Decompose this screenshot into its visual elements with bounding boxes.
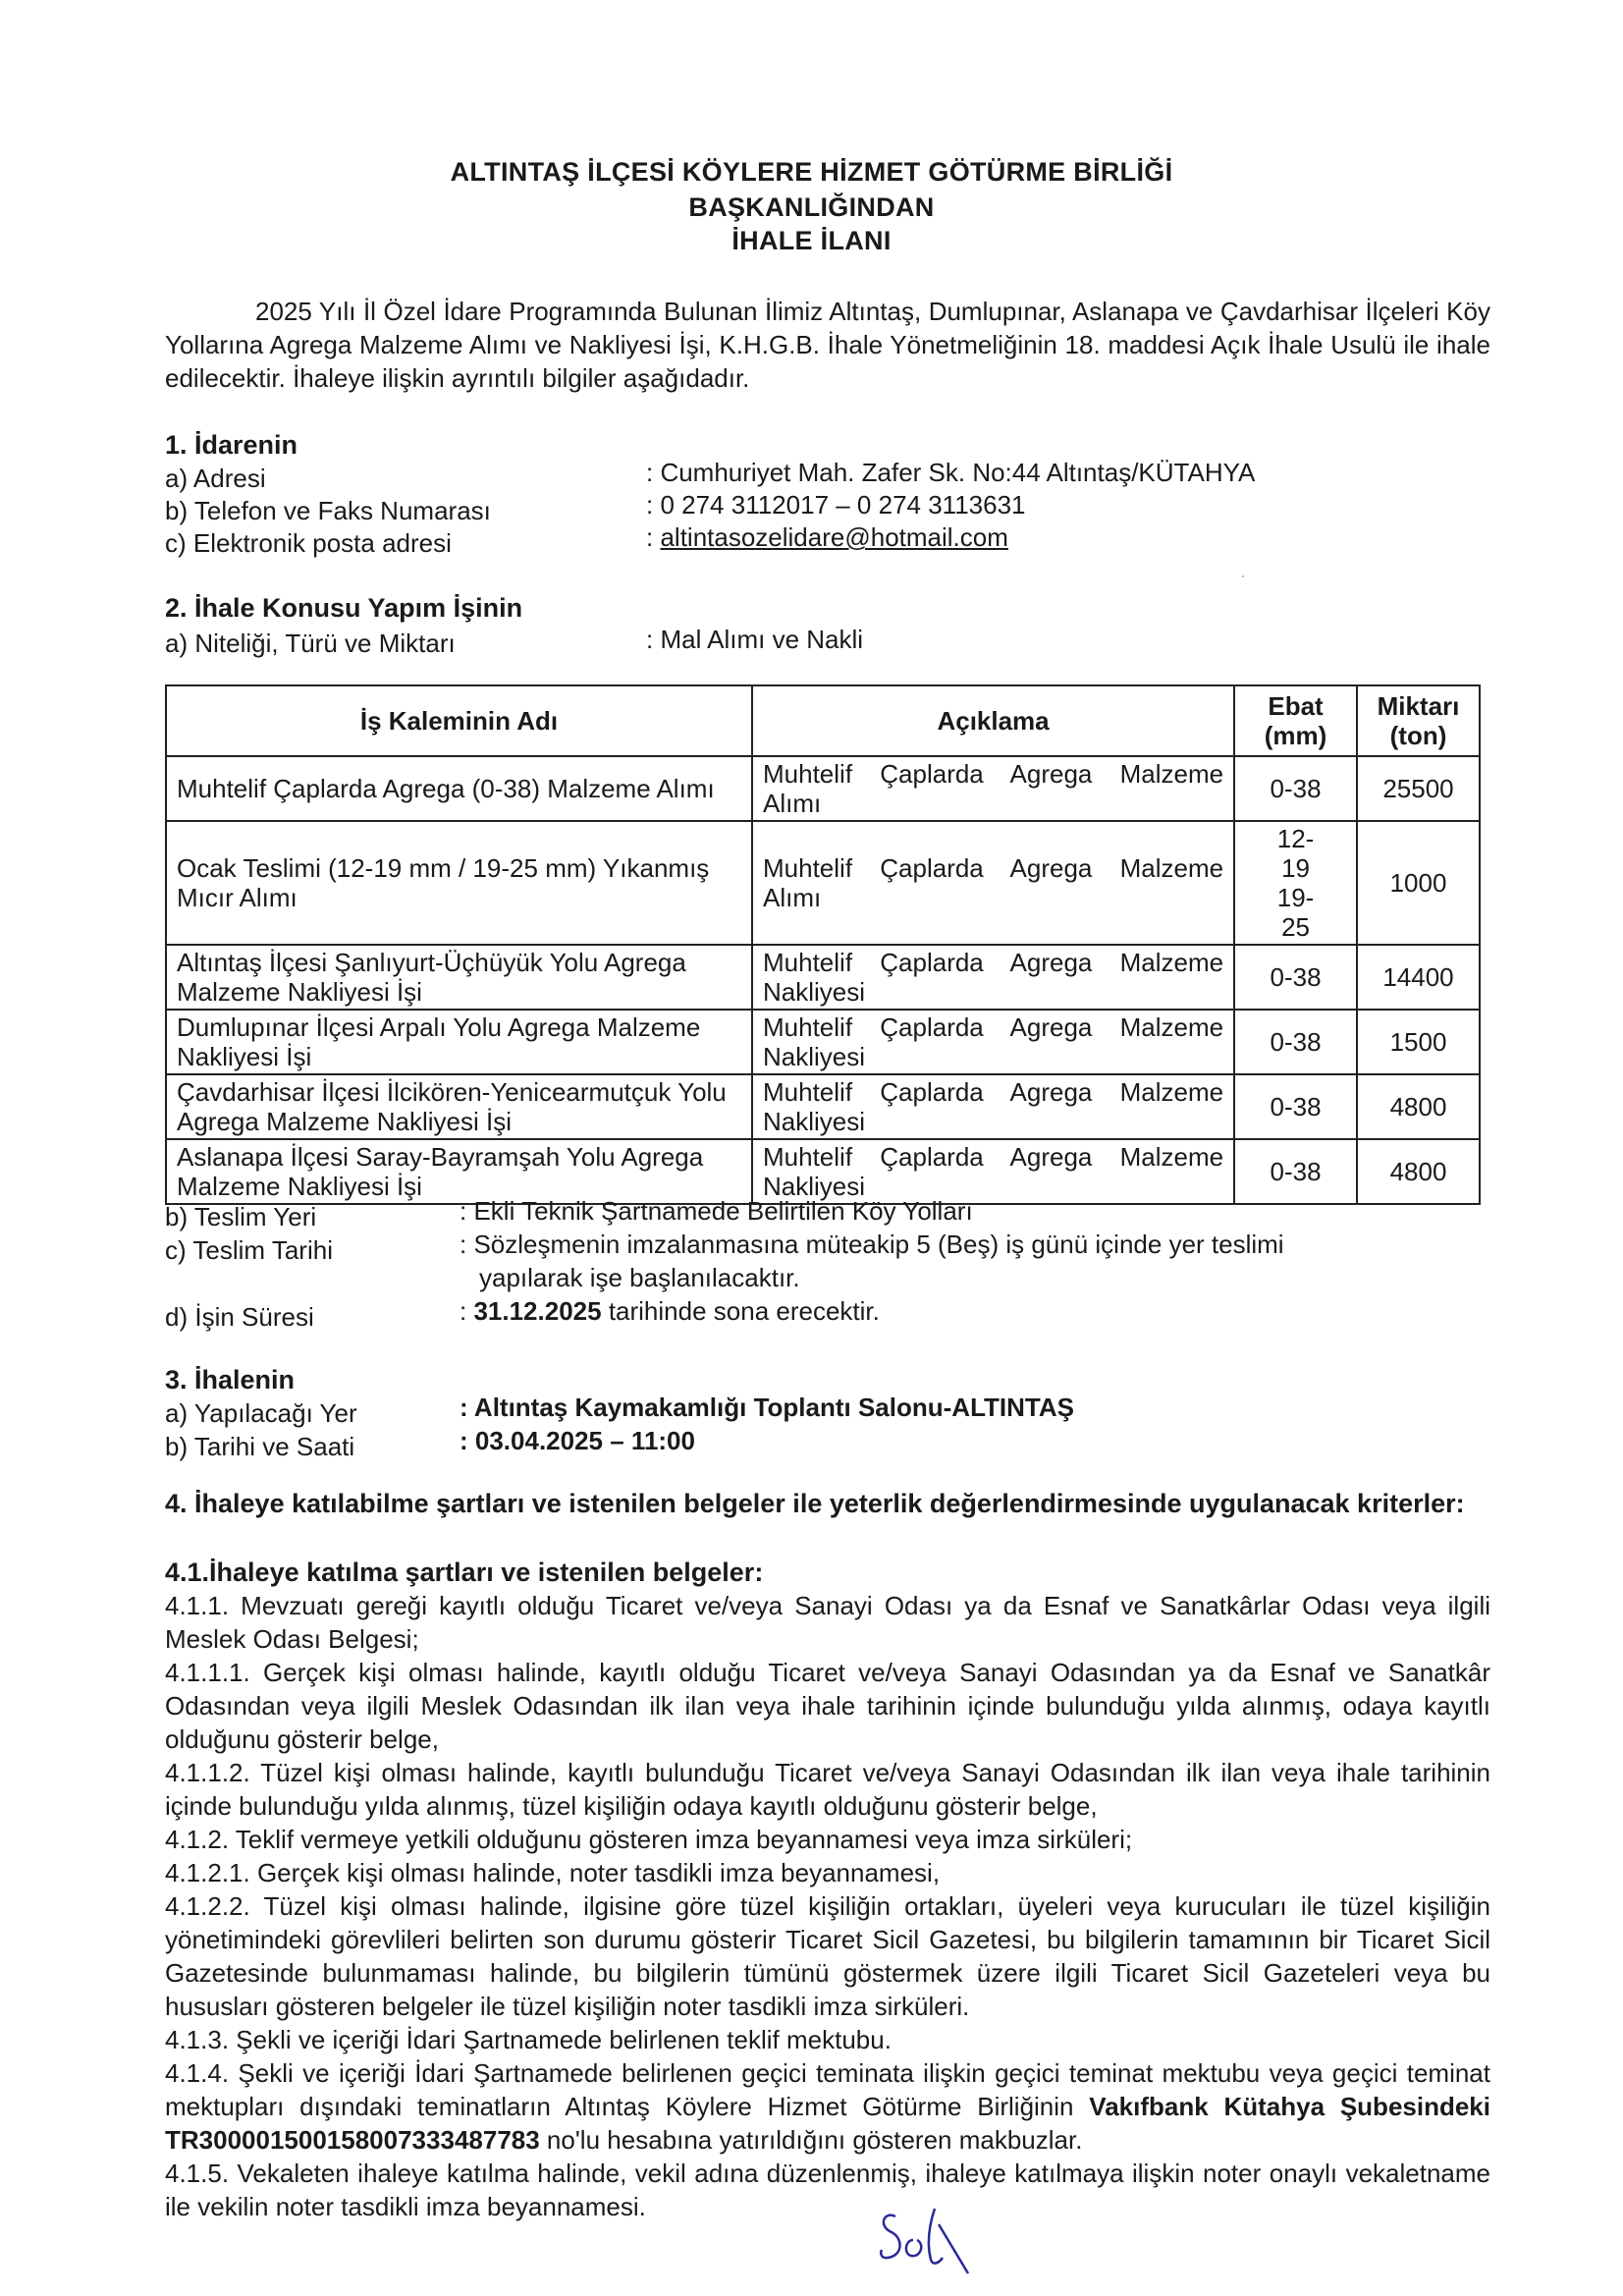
item-name: Muhtelif Çaplarda Agrega (0-38) Malzeme Alımı: [166, 756, 752, 821]
delivery-date-value: : Sözleşmenin imzalanmasına müteakip 5 (Beş) iş günü içinde yer teslimi: [460, 1230, 1284, 1259]
header-description: Açıklama: [752, 685, 1234, 756]
bank-account: Vakıfbank Kütahya Şubesindeki TR300001500158007333487783: [165, 2092, 1490, 2155]
section-2-title: 2. İhale Konusu Yapım İşinin: [165, 593, 523, 623]
section-4-1-title: 4.1.İhaleye katılma şartları ve istenilen belgeler:: [165, 1558, 764, 1587]
tender-place-label: a) Yapılacağı Yer: [165, 1398, 357, 1428]
email-prefix: :: [646, 522, 661, 552]
delivery-date-value-cont: yapılarak işe başlanılacaktır.: [479, 1263, 800, 1292]
delivery-place-value: : Ekli Teknik Şartnamede Belirtilen Köy Yolları: [460, 1196, 973, 1226]
duration-prefix: :: [460, 1296, 474, 1326]
header-size: Ebat (mm): [1234, 685, 1357, 756]
item-name: Ocak Teslimi (12-19 mm / 19-25 mm) Yıkanmış Mıcır Alımı: [166, 821, 752, 945]
clause-4-1-2-2: 4.1.2.2. Tüzel kişi olması halinde, ilgisine göre tüzel kişiliğin ortakları, üyeleri veya kurucuları ile tüzel kişiliğin yönetimindeki görevlileri belirten son durumu gösterir Ticaret Sicil Gazetesi, bu bilgilerin tamamının bir Ticaret Sicil Gazetesinde bulunmaması halinde, bu bilgilerin tümünü göstermek üzere ilgili Ticaret Sicil Gazeteleri veya bu hususları gösteren belgeler ile tüzel kişiliğin noter tasdikli imza sirküleri.: [165, 1891, 1490, 2021]
clause-4-1-5: 4.1.5. Vekaleten ihaleye katılma halinde, vekil adına düzenlenmiş, ihaleye katılmaya ilişkin noter onaylı vekaletname ile vekilin noter tasdikli imza beyannamesi.: [165, 2159, 1490, 2221]
clause-4-1-4-end: no'lu hesabına yatırıldığını gösteren makbuzlar.: [539, 2125, 1083, 2155]
table-row: [166, 756, 1480, 821]
email-link[interactable]: altintasozelidare@hotmail.com: [660, 522, 1008, 552]
phone-value: : 0 274 3112017 – 0 274 3113631: [646, 490, 1026, 519]
table-row: [166, 1139, 1480, 1204]
phone-label: b) Telefon ve Faks Numarası: [165, 496, 491, 525]
item-description: Muhtelif Çaplarda Agrega Malzeme Nakliyesi: [752, 945, 1234, 1010]
duration-label: d) İşin Süresi: [165, 1302, 314, 1332]
signature-initials: [874, 2205, 982, 2278]
email-label: c) Elektronik posta adresi: [165, 528, 452, 558]
item-size: 12-19 19-25: [1234, 821, 1357, 945]
clause-4-1-2-1: 4.1.2.1. Gerçek kişi olması halinde, noter tasdikli imza beyannamesi,: [165, 1858, 941, 1887]
item-name: Dumlupınar İlçesi Arpalı Yolu Agrega Malzeme Nakliyesi İşi: [166, 1010, 752, 1074]
header-line-1: ALTINTAŞ İLÇESİ KÖYLERE HİZMET GÖTÜRME BİRLİĞİ: [450, 157, 1173, 187]
tender-place-value: : Altıntaş Kaymakamlığı Toplantı Salonu-ALTINTAŞ: [460, 1393, 1074, 1422]
clause-4-1-1-1: 4.1.1.1. Gerçek kişi olması halinde, kayıtlı olduğu Ticaret ve/veya Sanayi Odasından ya da Esnaf ve Sanatkâr Odasından veya ilgili Meslek Odasından ilk ilan veya ihale tarihinin içinde bulunduğu yılda alınmış, odaya kayıtlı olduğunu gösterir belge,: [165, 1658, 1490, 1754]
table-row: [166, 1074, 1480, 1139]
item-quantity: 1000: [1357, 821, 1480, 945]
address-value: : Cumhuriyet Mah. Zafer Sk. No:44 Altıntaş/KÜTAHYA: [646, 458, 1256, 487]
item-size: 0-38: [1234, 1010, 1357, 1074]
duration-date: 31.12.2025: [473, 1296, 602, 1326]
item-size: 0-38: [1234, 1074, 1357, 1139]
item-description: Muhtelif Çaplarda Agrega Malzeme Nakliyesi: [752, 1010, 1234, 1074]
header-quantity: Miktarı (ton): [1357, 685, 1480, 756]
clause-4-1-2: 4.1.2. Teklif vermeye yetkili olduğunu gösteren imza beyannamesi veya imza sirküleri;: [165, 1825, 1133, 1854]
item-description: Muhtelif Çaplarda Agrega Malzeme Alımı: [752, 821, 1234, 945]
duration-suffix: tarihinde sona erecektir.: [601, 1296, 880, 1326]
intro-paragraph: 2025 Yılı İl Özel İdare Programında Bulunan İlimiz Altıntaş, Dumlupınar, Aslanapa ve Çavdarhisar İlçeleri Köy Yollarına Agrega Malzeme Alımı ve Nakliyesi İşi, K.H.G.B. İhale Yönetmeliğinin 18. maddesi Açık İhale Usulü ile ihale edilecektir. İhaleye ilişkin ayrıntılı bilgiler aşağıdadır.: [165, 297, 1490, 393]
item-name: Altıntaş İlçesi Şanlıyurt-Üçhüyük Yolu Agrega Malzeme Nakliyesi İşi: [166, 945, 752, 1010]
item-description: Muhtelif Çaplarda Agrega Malzeme Nakliyesi: [752, 1074, 1234, 1139]
table-header-row: [166, 685, 1480, 756]
item-name: Aslanapa İlçesi Saray-Bayramşah Yolu Agrega Malzeme Nakliyesi İşi: [166, 1139, 752, 1204]
table-row: [166, 945, 1480, 1010]
item-size: 0-38: [1234, 1139, 1357, 1204]
clause-4-1-4-text: 4.1.4. Şekli ve içeriği İdari Şartnamede belirlenen geçici teminata ilişkin geçici teminat mektubu veya geçici teminat mektupları dışındaki teminatların Altıntaş Köylere Hizmet Götürme Birliğinin: [165, 2058, 1490, 2121]
delivery-place-label: b) Teslim Yeri: [165, 1202, 317, 1231]
item-quantity: 4800: [1357, 1074, 1480, 1139]
section-4-title: 4. İhaleye katılabilme şartları ve istenilen belgeler ile yeterlik değerlendirmesinde uygulanacak kriterler:: [165, 1489, 1465, 1518]
item-size: 0-38: [1234, 756, 1357, 821]
item-description: Muhtelif Çaplarda Agrega Malzeme Nakliyesi: [752, 1139, 1234, 1204]
nature-value: : Mal Alımı ve Nakli: [646, 625, 864, 654]
address-label: a) Adresi: [165, 464, 266, 493]
table-row: [166, 821, 1480, 945]
clause-4-1-4: [165, 2056, 1490, 2157]
clause-4-1-1: 4.1.1. Mevzuatı gereği kayıtlı olduğu Ticaret ve/veya Sanayi Odası ya da Esnaf ve Sanatkârlar Odası veya ilgili Meslek Odası Belgesi;: [165, 1591, 1490, 1654]
item-quantity: 4800: [1357, 1139, 1480, 1204]
item-name: Çavdarhisar İlçesi İlcikören-Yenicearmutçuk Yolu Agrega Malzeme Nakliyesi İşi: [166, 1074, 752, 1139]
item-size: 0-38: [1234, 945, 1357, 1010]
nature-label: a) Niteliği, Türü ve Miktarı: [165, 629, 456, 658]
header-line-2: BAŞKANLIĞINDAN: [688, 192, 935, 222]
scan-speck: [1242, 575, 1244, 577]
item-quantity: 14400: [1357, 945, 1480, 1010]
item-quantity: 25500: [1357, 756, 1480, 821]
item-quantity: 1500: [1357, 1010, 1480, 1074]
header-item-name: İş Kaleminin Adı: [166, 685, 752, 756]
section-3-title: 3. İhalenin: [165, 1365, 296, 1394]
section-1-title: 1. İdarenin: [165, 430, 298, 460]
work-items-table: [165, 684, 1481, 1205]
clause-4-1-1-2: 4.1.1.2. Tüzel kişi olması halinde, kayıtlı bulunduğu Ticaret ve/veya Sanayi Odasından ilk ilan veya ihale tarihinin içinde bulunduğu yılda alınmış, tüzel kişiliğin odaya kayıtlı olduğunu gösterir belge,: [165, 1758, 1490, 1821]
duration-value: [460, 1296, 880, 1327]
delivery-date-label: c) Teslim Tarihi: [165, 1235, 333, 1265]
item-description: Muhtelif Çaplarda Agrega Malzeme Alımı: [752, 756, 1234, 821]
tender-date-value: : 03.04.2025 – 11:00: [460, 1426, 695, 1455]
tender-date-label: b) Tarihi ve Saati: [165, 1432, 355, 1461]
table-row: [166, 1010, 1480, 1074]
header-line-3: İHALE İLANI: [731, 226, 892, 255]
email-row: [646, 522, 1008, 553]
clause-4-1-3: 4.1.3. Şekli ve içeriği İdari Şartnamede belirlenen teklif mektubu.: [165, 2025, 892, 2054]
